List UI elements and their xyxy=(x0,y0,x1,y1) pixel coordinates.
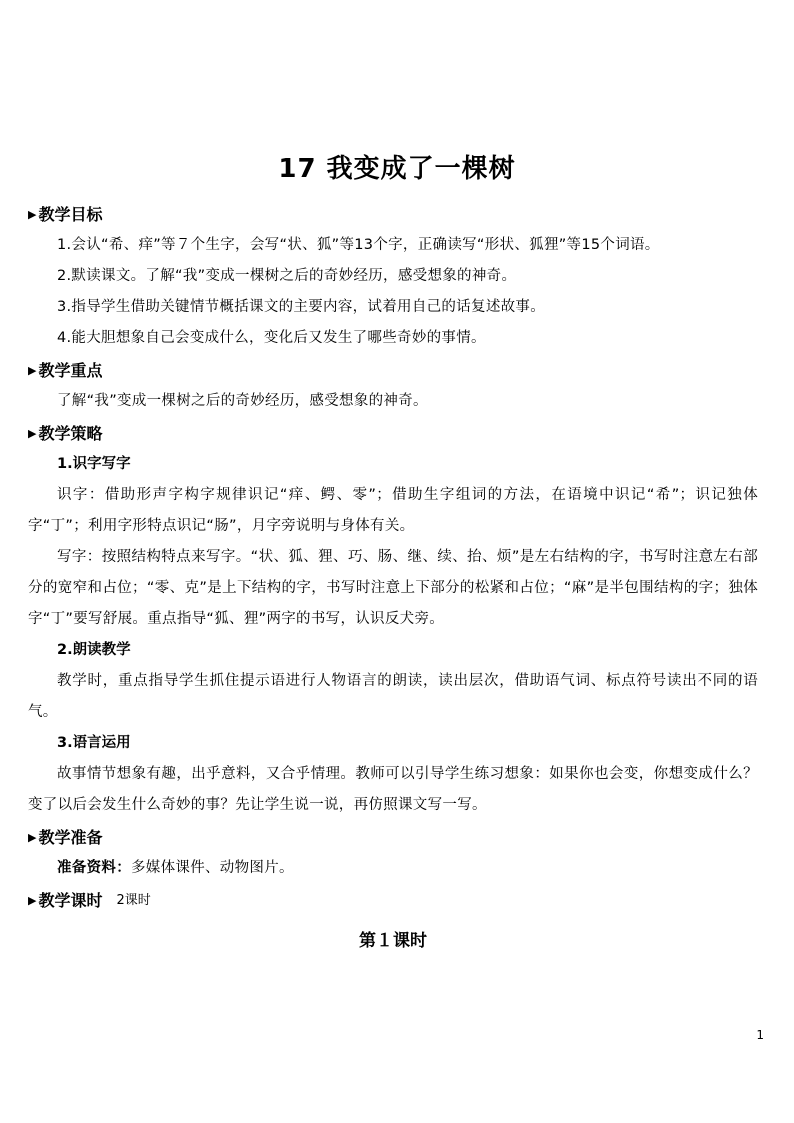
preparation-text: 准备资料：多媒体课件、动物图片。 xyxy=(57,860,294,876)
page-title: 17 我变成了一棵树 xyxy=(278,154,516,184)
section-heading-objectives: ▶ 教学目标 xyxy=(28,200,758,230)
subheading-reading: 2.朗读教学 xyxy=(57,642,131,658)
lesson-title: 第１课时 xyxy=(359,931,427,951)
hours-value: 2课时 xyxy=(116,893,151,908)
reading-paragraph: 教学时，重点指导学生抓住提示语进行人物语言的朗读，读出层次，借助语气词、标点符号读出不同的语气。 xyxy=(28,673,758,720)
section-heading-preparation: ▶ 教学准备 xyxy=(28,823,758,853)
objective-item: 3.指导学生借助关键情节概括课文的主要内容，试着用自己的话复述故事。 xyxy=(57,299,546,315)
objective-item: 2.默读课文。了解“我”变成一棵树之后的奇妙经历，感受想象的神奇。 xyxy=(57,268,517,284)
focus-text: 了解“我”变成一棵树之后的奇妙经历，感受想象的神奇。 xyxy=(57,393,428,409)
subheading-language: 3.语言运用 xyxy=(57,735,131,751)
language-paragraph: 故事情节想象有趣，出乎意料，又合乎情理。教师可以引导学生练习想象：如果你也会变，你想变成什么？变了以后会发生什么奇妙的事？先让学生说一说，再仿照课文写一写。 xyxy=(28,766,758,813)
subheading-literacy: 1.识字写字 xyxy=(57,456,131,472)
section-heading-focus: ▶ 教学重点 xyxy=(28,356,758,386)
literacy-paragraph: 识字：借助形声字构字规律识记“痒、鳄、零”；借助生字组词的方法，在语境中识记“希”；识记独体字“丁”；利用字形特点识记“肠”，月字旁说明与身体有关。 xyxy=(28,487,758,534)
triangle-bullet-icon: ▶ xyxy=(28,427,37,440)
objective-item: 1.会认“希、痒”等７个生字，会写“状、狐”等13个字，正确读写“形状、狐狸”等15个词语。 xyxy=(57,237,660,253)
section-heading-hours: ▶ 教学课时 2课时 xyxy=(28,886,758,916)
page-number: 1 xyxy=(756,1028,764,1042)
writing-paragraph: 写字：按照结构特点来写字。“状、狐、狸、巧、肠、继、续、抬、烦”是左右结构的字，书写时注意左右部分的宽窄和占位；“零、克”是上下结构的字，书写时注意上下部分的松紧和占位；“麻”是半包围结构的字；独体字“丁”要写舒展。重点指导“狐、狸”两字的书写，认识反犬旁。 xyxy=(28,549,758,627)
document-body xyxy=(28,200,758,956)
triangle-bullet-icon: ▶ xyxy=(28,208,37,221)
triangle-bullet-icon: ▶ xyxy=(28,831,37,844)
section-heading-strategy: ▶ 教学策略 xyxy=(28,419,758,449)
triangle-bullet-icon: ▶ xyxy=(28,364,37,377)
objective-item: 4.能大胆想象自己会变成什么，变化后又发生了哪些奇妙的事情。 xyxy=(57,330,486,346)
preparation-label: 准备资料： xyxy=(57,860,131,876)
triangle-bullet-icon: ▶ xyxy=(28,894,37,907)
